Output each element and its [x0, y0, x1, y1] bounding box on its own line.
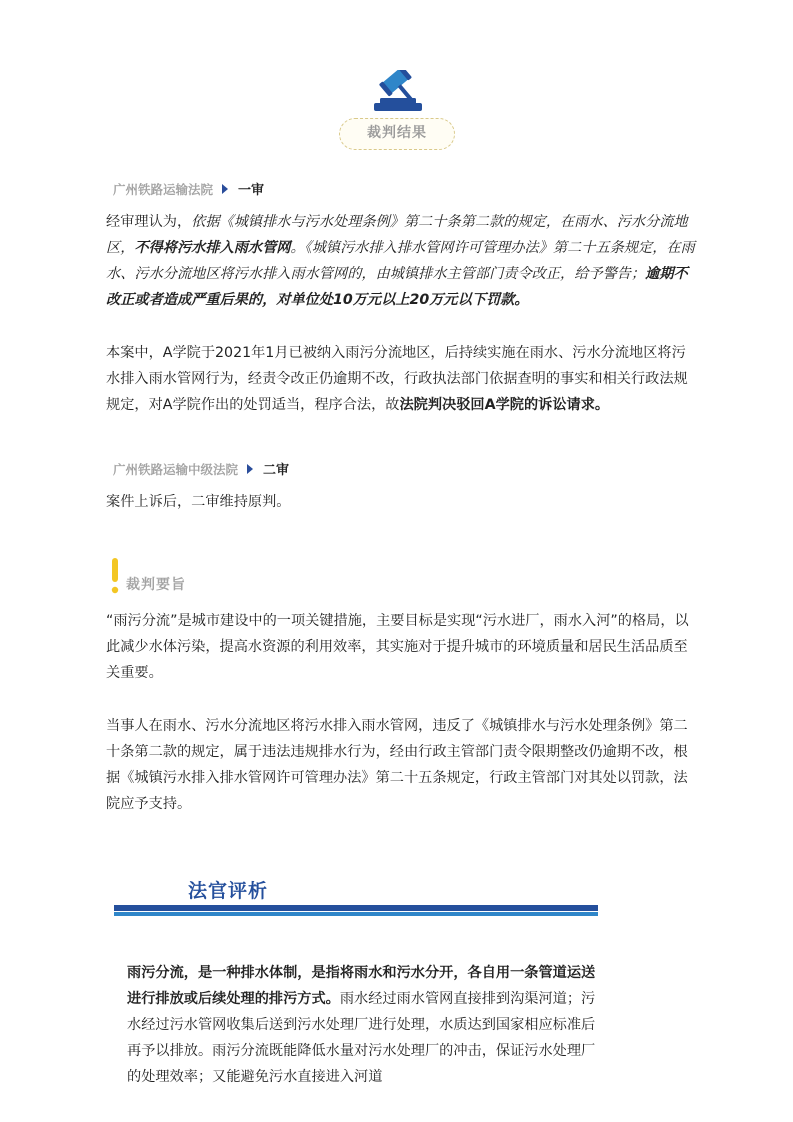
first-instance-paragraph-1: 经审理认为，依据《城镇排水与污水处理条例》第二十条第二款的规定，在雨水、污水分流地区，不得将污水排入雨水管网。《城镇污水排入排水管网许可管理办法》第二十五条规定，在雨水、污水分流地区将污水排入雨水管网的，由城镇排水主管部门责令改正，给予警告；逾期不改正或者造成严重后果的，对单位处10万元以上20万元以下罚款。 — [106, 214, 695, 308]
first-instance-label: 一审 — [238, 183, 265, 198]
judge-analysis-paragraph: 雨污分流，是一种排水体制，是指将雨水和污水分开，各自用一条管道运送进行排放或后续处理的排污方式。雨水经过雨水管网直接排到沟渠河道；污水经过污水管网收集后送到污水处理厂进行处理，水质达到国家相应标准后再予以排放。雨污分流既能降低水量对污水处理厂的冲击，保证污水处理厂的处理效率；又能避免污水直接进入河道 — [127, 965, 596, 1085]
second-instance-paragraph: 案件上诉后，二审维持原判。 — [106, 494, 291, 510]
first-instance-heading — [113, 179, 264, 198]
triangle-right-icon — [247, 464, 253, 474]
second-instance-heading — [113, 459, 289, 478]
judgment-result-label: 裁判结果 — [339, 118, 455, 150]
title-underline-accent — [114, 912, 598, 916]
second-court-name: 广州铁路运输中级法院 — [113, 461, 239, 477]
second-instance-label: 二审 — [263, 463, 290, 478]
triangle-right-icon — [222, 184, 228, 194]
gavel-icon — [368, 70, 428, 114]
key-points-paragraph-1: “雨污分流”是城市建设中的一项关键措施，主要目标是实现“污水进厂，雨水入河”的格局，以此减少水体污染，提高水资源的利用效率，其实施对于提升城市的环境质量和居民生活品质至关重要。 — [106, 613, 689, 681]
judge-analysis-title: 法官评析 — [188, 880, 269, 902]
key-points-title: 裁判要旨 — [126, 577, 186, 593]
exclamation-icon — [111, 558, 119, 598]
title-underline-bar — [114, 905, 598, 911]
key-points-paragraph-2: 当事人在雨水、污水分流地区将污水排入雨水管网，违反了《城镇排水与污水处理条例》第二十条第二款的规定，属于违法违规排水行为，经由行政主管部门责令限期整改仍逾期不改，根据《城镇污水排入排水管网许可管理办法》第二十五条规定，行政主管部门对其处以罚款，法院应予支持。 — [106, 718, 688, 812]
first-court-name: 广州铁路运输法院 — [113, 181, 214, 197]
first-instance-paragraph-2: 本案中，A学院于2021年1月已被纳入雨污分流地区，后持续实施在雨水、污水分流地区将污水排入雨水管网行为，经责令改正仍逾期不改，行政执法部门依据查明的事实和相关行政法规规定，对A学院作出的处罚适当，程序合法，故法院判决驳回A学院的诉讼请求。 — [106, 345, 688, 413]
